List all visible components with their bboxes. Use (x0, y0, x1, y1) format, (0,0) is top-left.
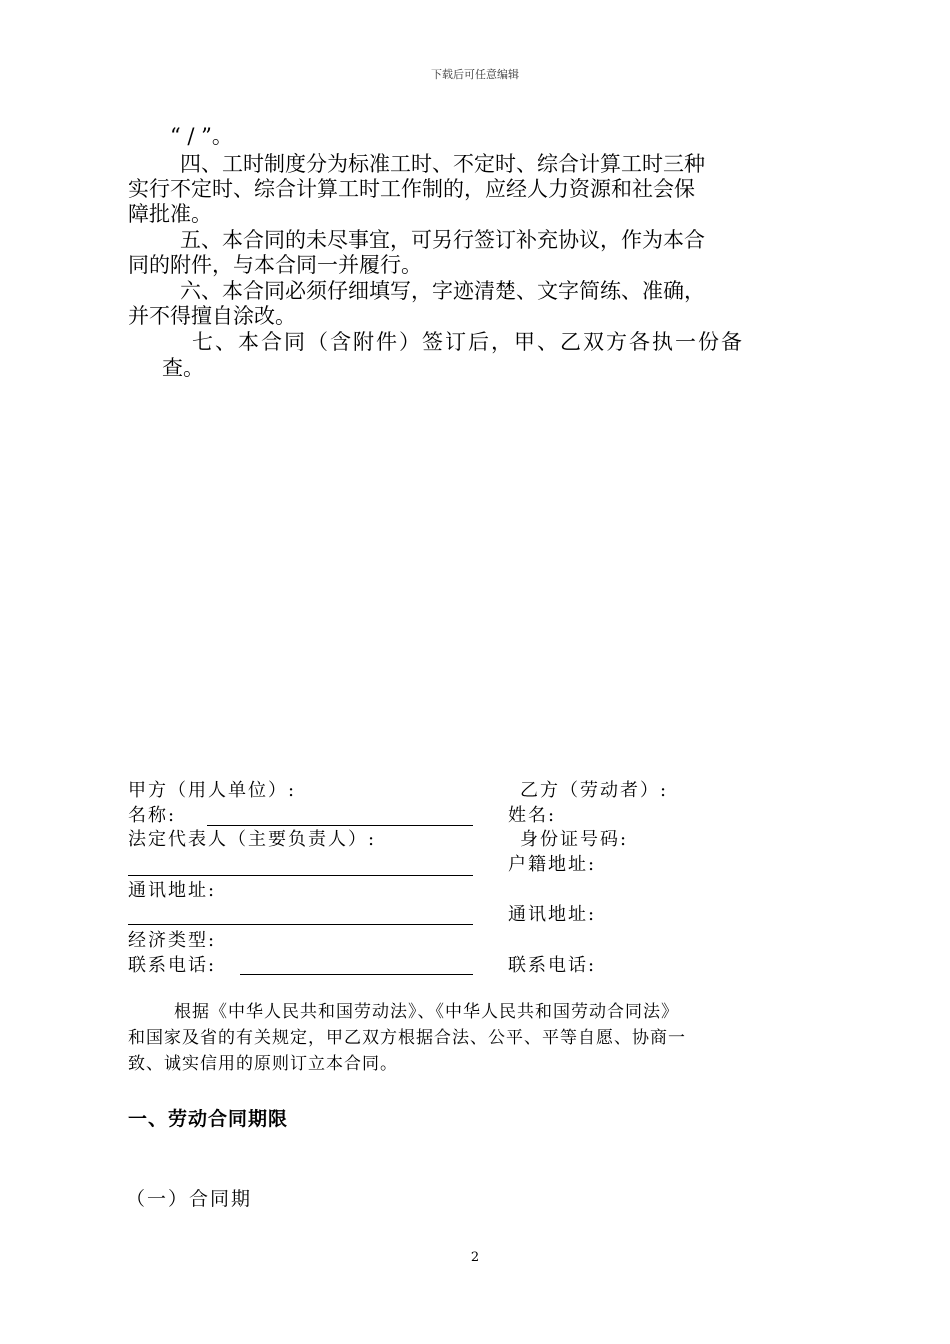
party-b-hukou-label: 户籍地址: (508, 854, 597, 875)
note-item-7-line-2: 查。 (162, 356, 204, 380)
party-b-id-label: 身份证号码: (520, 829, 629, 850)
party-a-rep-label: 法定代表人（主要负责人）: (128, 829, 377, 850)
note-item-4-line-1: 四、工时制度分为标准工时、不定时、综合计算工时三种 (180, 152, 705, 176)
party-a-address-field[interactable] (128, 924, 473, 925)
page-number: 2 (470, 1250, 480, 1265)
note-item-5-line-2: 同的附件，与本合同一并履行。 (128, 253, 422, 277)
party-a-type-label: 经济类型: (128, 930, 217, 951)
party-b-name-label: 姓名: (508, 805, 557, 826)
note-item-5-line-1: 五、本合同的未尽事宜，可另行签订补充协议，作为本合 (180, 228, 705, 252)
page-header: 下载后可任意编辑 (431, 68, 519, 81)
note-line-quote: “ / ”。 (170, 124, 233, 148)
party-a-phone-label: 联系电话: (128, 955, 217, 976)
intro-line-1: 根据《中华人民共和国劳动法》、《中华人民共和国劳动合同法》 (174, 1002, 679, 1022)
party-b-phone-label: 联系电话: (508, 955, 597, 976)
party-b-title: 乙方（劳动者）: (520, 780, 669, 801)
party-a-address-label: 通讯地址: (128, 880, 217, 901)
note-item-7-line-1: 七、本合同（含附件）签订后，甲、乙双方各执一份备 (192, 330, 744, 354)
note-item-6-line-2: 并不得擅自涂改。 (128, 304, 296, 328)
section-1-title: 一、劳动合同期限 (128, 1108, 289, 1130)
party-b-address-label: 通讯地址: (508, 904, 597, 925)
section-1-sub-1: （一）合同期 (126, 1188, 253, 1210)
note-item-6-line-1: 六、本合同必须仔细填写，字迹清楚、文字简练、准确， (180, 279, 705, 303)
party-a-rep-field[interactable] (128, 875, 473, 876)
note-item-4-line-2: 实行不定时、综合计算工时工作制的，应经人力资源和社会保 (128, 177, 695, 201)
party-a-name-field[interactable] (207, 825, 473, 826)
note-item-4-line-3: 障批准。 (128, 202, 212, 226)
intro-line-2: 和国家及省的有关规定，甲乙双方根据合法、公平、平等自愿、协商一 (128, 1028, 686, 1048)
party-a-phone-field[interactable] (240, 974, 473, 975)
intro-line-3: 致、诚实信用的原则订立本合同。 (128, 1054, 398, 1074)
party-a-name-label: 名称: (128, 805, 177, 826)
party-a-title: 甲方（用人单位）: (128, 780, 297, 801)
